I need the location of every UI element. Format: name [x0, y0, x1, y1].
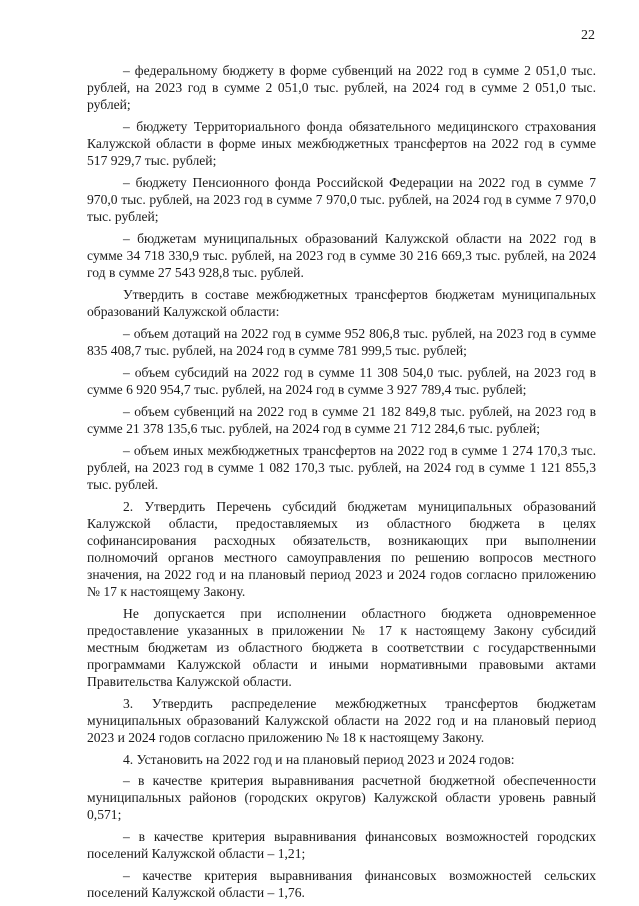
- paragraph-grants-volume: – объем дотаций на 2022 год в сумме 952 806,8 тыс. рублей, на 2023 год в сумме 835 408,7 тыс. рублей, на 2024 год в сумме 781 999,5 тыс. рублей;: [87, 326, 596, 358]
- paragraph-not-allowed: Не допускается при исполнении областного бюджета одновременное предоставление указанных в приложении № 17 к настоящему Закону субсидий местным бюджетам из областного бюджета в соответствии с государственными программами Калужской области и иными нормативными правовыми актами Правительства Калужской области.: [87, 606, 596, 689]
- paragraph-approve-transfers: Утвердить в составе межбюджетных трансфертов бюджетам муниципальных образований Калужской области:: [87, 287, 596, 319]
- document-body: [87, 62, 596, 906]
- paragraph-subventions-volume: – объем субвенций на 2022 год в сумме 21 182 849,8 тыс. рублей, на 2023 год в сумме 21 378 135,6 тыс. рублей, на 2024 год в сумме 21 712 284,6 тыс. рублей;: [87, 404, 596, 436]
- paragraph-criterion-districts: – в качестве критерия выравнивания расчетной бюджетной обеспеченности муниципальных районов (городских округов) Калужской области уровень равный 0,571;: [87, 773, 596, 822]
- paragraph-medical-insurance-fund: – бюджету Территориального фонда обязательного медицинского страхования Калужской области в форме иных межбюджетных трансфертов на 2022 год в сумме 517 929,7 тыс. рублей;: [87, 119, 596, 168]
- paragraph-pension-fund: – бюджету Пенсионного фонда Российской Федерации на 2022 год в сумме 7 970,0 тыс. рублей, на 2023 год в сумме 7 970,0 тыс. рублей, на 2024 год в сумме 7 970,0 тыс. рублей;: [87, 175, 596, 224]
- paragraph-municipal-budgets: – бюджетам муниципальных образований Калужской области на 2022 год в сумме 34 718 330,9 тыс. рублей, на 2023 год в сумме 30 216 669,3 тыс. рублей, на 2024 год в сумме 27 543 928,8 тыс. рублей.: [87, 231, 596, 280]
- paragraph-item-4: 4. Установить на 2022 год и на плановый период 2023 и 2024 годов:: [123, 752, 515, 767]
- paragraph-other-transfers-volume: – объем иных межбюджетных трансфертов на 2022 год в сумме 1 274 170,3 тыс. рублей, на 2023 год в сумме 1 082 170,3 тыс. рублей, на 2024 год в сумме 1 121 855,3 тыс. рублей.: [87, 443, 596, 492]
- paragraph-subsidies-volume: – объем субсидий на 2022 год в сумме 11 308 504,0 тыс. рублей, на 2023 год в сумме 6 920 954,7 тыс. рублей, на 2024 год в сумме 3 927 789,4 тыс. рублей;: [87, 365, 596, 397]
- paragraph-criterion-rural: – качестве критерия выравнивания финансовых возможностей сельских поселений Калужской области – 1,76.: [87, 868, 596, 900]
- paragraph-item-2: 2. Утвердить Перечень субсидий бюджетам муниципальных образований Калужской области, предоставляемых из областного бюджета в целях софинансирования расходных обязательств, возникающих при выполнении полномочий органов местного самоуправления по решению вопросов местного значения, на 2022 год и на плановый период 2023 и 2024 годов согласно приложению № 17 к настоящему Закону.: [87, 499, 596, 599]
- page-number: 22: [581, 28, 595, 43]
- paragraph-federal-budget: – федеральному бюджету в форме субвенций на 2022 год в сумме 2 051,0 тыс. рублей, на 2023 год в сумме 2 051,0 тыс. рублей, на 2024 год в сумме 2 051,0 тыс. рублей;: [87, 63, 596, 112]
- paragraph-item-3: 3. Утвердить распределение межбюджетных трансфертов бюджетам муниципальных образований Калужской области на 2022 год и на плановый период 2023 и 2024 годов согласно приложению № 18 к настоящему Закону.: [87, 696, 596, 745]
- paragraph-criterion-urban: – в качестве критерия выравнивания финансовых возможностей городских поселений Калужской области – 1,21;: [87, 829, 596, 861]
